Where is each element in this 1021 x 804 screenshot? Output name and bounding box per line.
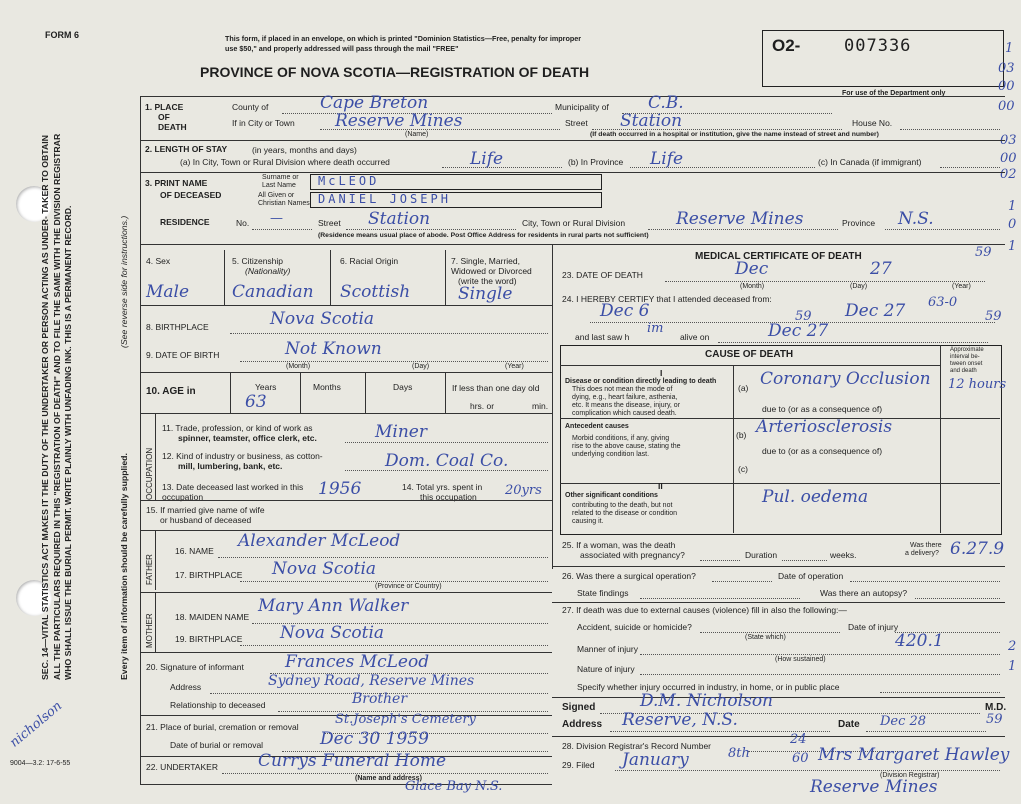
occupation-a12: Dom. Coal Co. (385, 451, 509, 471)
other-label-2: contributing to the death, but not (572, 502, 673, 509)
other-label-1: Other significant conditions (565, 492, 658, 499)
specify-label: Specify whether injury occurred in industry, in home, or in public place (577, 682, 840, 692)
place-of-death-label-3: DEATH (158, 122, 187, 132)
rule (552, 736, 1005, 737)
certify-from-year: 59 (795, 309, 812, 324)
marital-label-3: (write the word) (458, 276, 517, 286)
margin-code: 1 (1008, 239, 1017, 254)
municipality-label: Municipality of (555, 102, 609, 112)
informant-sig-value: Frances McLeod (285, 652, 430, 672)
death-date-label: 23. DATE OF DEATH (562, 270, 643, 280)
death-year: 59 (975, 245, 992, 260)
form-label: FORM 6 (45, 30, 80, 40)
mother-bp-value: Nova Scotia (280, 623, 385, 643)
rule (445, 250, 446, 305)
md-label: M.D. (985, 702, 1007, 713)
age-years-value: 63 (245, 392, 267, 412)
rule (140, 96, 1005, 97)
rule (140, 172, 1005, 173)
last-seen-sex: im (647, 321, 664, 336)
other-value: Pul. oedema (762, 487, 869, 507)
birthplace-label: 8. BIRTHPLACE (146, 322, 209, 332)
other-label-3: related to the disease or condition (572, 510, 678, 517)
nature-label: Nature of injury (577, 664, 635, 674)
department-use: For use of the Department only (842, 90, 946, 97)
op-date-label: Date of operation (778, 571, 844, 581)
hospital-note: (If death occurred in a hospital or institution, give the name instead of street and number) (590, 131, 879, 138)
mother-maiden-label: 18. MAIDEN NAME (175, 612, 250, 622)
burial-place-value: St.Joseph's Cemetery (335, 712, 476, 727)
disease-label-2: This does not mean the mode of (572, 386, 673, 393)
death-day: 27 (870, 259, 892, 279)
house-line (900, 129, 1000, 130)
form-code: 9004—3.2: 17-6-55 (10, 760, 71, 767)
residence-city-label: City, Town or Rural Division (522, 218, 626, 228)
margin-signature: nicholson (7, 698, 66, 751)
cert-year-value: 59 (986, 712, 1003, 727)
surgery-line (712, 581, 772, 582)
occupation-a14: 20yrs (505, 483, 542, 498)
manner-line (640, 654, 1000, 655)
interval-label-4: and death (950, 368, 977, 374)
death-date-line (665, 281, 985, 282)
sex-label: 4. Sex (146, 256, 171, 266)
occupation-q13: 13. Date deceased last worked in this occupation (162, 482, 304, 502)
weeks-label: weeks. (830, 550, 857, 560)
cert-date-line (866, 731, 986, 732)
filed-day: 8th (728, 746, 750, 761)
certify-from: Dec 6 (600, 301, 650, 321)
dob-label: 9. DATE OF BIRTH (146, 350, 220, 360)
margin-code: 02 (1000, 167, 1017, 182)
cause-a-value: Coronary Occlusion (760, 369, 931, 389)
mail-notice-1: This form, if placed in an envelope, on which is printed "Dominion Statistics—Free, penalty for improper (225, 34, 582, 43)
state-which: (State which) (745, 634, 786, 641)
rule (140, 413, 552, 414)
city-name-sub: (Name) (405, 131, 429, 138)
rule (552, 566, 1005, 567)
residence-city-line (648, 229, 838, 230)
rule (365, 372, 366, 413)
residence-street-line (346, 229, 516, 230)
street-value: Station (620, 111, 683, 131)
margin-code: 2 (1008, 639, 1017, 654)
length-of-stay-label: 2. LENGTH OF STAY (145, 144, 228, 154)
registrar-name: Mrs Margaret Hawley (818, 745, 1010, 765)
findings-label: State findings (577, 588, 629, 598)
last-seen-value: Dec 27 (768, 321, 829, 341)
disease-label-4: etc. It means the disease, injury, or (572, 402, 681, 409)
racial-label: 6. Racial Origin (340, 256, 399, 266)
delivery-label-1: Was there (910, 542, 942, 549)
filed-line (615, 770, 1000, 771)
age-min-label: min. (532, 401, 549, 411)
undertaker-label: 22. UNDERTAKER (146, 762, 218, 772)
stay-c-line (940, 167, 1000, 168)
informant-addr-label: Address (170, 682, 202, 692)
house-label: House No. (852, 118, 893, 128)
residence-no-label: No. (236, 218, 250, 228)
due-to-a: due to (or as a consequence of) (762, 404, 883, 414)
filed-month: January (622, 750, 689, 770)
rule (560, 483, 1000, 484)
antecedent-label-1: Antecedent causes (565, 423, 629, 430)
occupation-q11-1: 11. Trade, profession, or kind of work as (162, 423, 313, 433)
roman-2: II (658, 481, 663, 491)
mail-notice-2: use $50," and properly addressed will pass through the mail "FREE" (225, 44, 459, 53)
father-vertical: FATHER (145, 554, 154, 585)
citizenship-value: Canadian (232, 282, 314, 302)
marital-label-1: 7. Single, Married, (451, 256, 520, 266)
residence-province-line (885, 229, 1000, 230)
place-of-death-label-2: OF (158, 112, 170, 122)
rule (552, 697, 1005, 698)
age-label: 10. AGE in (146, 386, 196, 397)
disease-label-3: dying, e.g., heart failure, asthenia, (572, 394, 678, 401)
rule (330, 250, 331, 305)
death-year-sub: (Year) (952, 283, 971, 290)
given-label-1: All Given or (258, 192, 295, 199)
age-hrs-label: hrs. or (470, 401, 495, 411)
last-seen-label: and last saw h (575, 332, 630, 342)
signed-label: Signed (562, 702, 596, 713)
stay-a-value: Life (470, 149, 504, 169)
registration-prefix: O2- (772, 36, 801, 55)
how-sustained: (How sustained) (775, 656, 826, 663)
rule (552, 602, 1005, 603)
age-years-label: Years (255, 382, 277, 392)
medical-heading: MEDICAL CERTIFICATE OF DEATH (695, 251, 862, 262)
surname-label-1: Surname or (262, 174, 299, 181)
margin-code: 00 (998, 99, 1015, 114)
rule (560, 365, 940, 366)
residence-street-value: Station (368, 209, 431, 229)
mother-maiden-value: Mary Ann Walker (258, 596, 409, 616)
father-name-label: 16. NAME (175, 546, 214, 556)
roman-1: I (660, 368, 663, 378)
rule (552, 244, 553, 569)
cause-b-value: Arteriosclerosis (756, 417, 893, 437)
registration-number: 007336 (844, 36, 912, 56)
registrar-place: Reserve Mines (810, 777, 938, 797)
occupation-q14-1: 14. Total yrs. spent in (402, 482, 483, 492)
municipality-value: C.B. (648, 93, 684, 113)
rule (140, 500, 552, 501)
marital-value: Single (458, 284, 513, 304)
stay-a-label: (a) In City, Town or Rural Division where death occurred (180, 157, 390, 167)
stay-b-value: Life (650, 149, 684, 169)
stay-c-label: (c) In Canada (if immigrant) (818, 157, 922, 167)
residence-no-value: — (270, 211, 283, 226)
county-label: County of (232, 102, 269, 112)
residence-label: RESIDENCE (160, 217, 210, 227)
certify-to: Dec 27 (845, 301, 906, 321)
accident-line (700, 632, 840, 633)
time-annotation: 63-0 (928, 295, 958, 310)
given-value: DANIEL JOSEPH (318, 192, 451, 206)
residence-city-value: Reserve Mines (676, 209, 804, 229)
occupation-a11: Miner (375, 422, 427, 442)
print-name-label-2: OF DECEASED (160, 190, 222, 200)
antecedent-label-2: Morbid conditions, if any, giving (572, 435, 670, 442)
occupation-q12-1: 12. Kind of industry or business, as cotton- (162, 451, 323, 461)
rule (940, 345, 941, 533)
informant-rel-value: Brother (352, 691, 408, 707)
delivery-label-2: a delivery? (905, 550, 939, 557)
death-month: Dec (735, 259, 769, 279)
rule (140, 244, 1005, 245)
residence-note: (Residence means usual place of abode. Post Office Address for residents in rural parts not sufficient) (318, 232, 649, 239)
mother-bp-line (240, 645, 548, 646)
pregnancy-label-2: associated with pregnancy? (580, 550, 685, 560)
age-months-label: Months (313, 382, 341, 392)
occupation-a13: 1956 (318, 479, 362, 499)
occupation-q14-2: this occupation (420, 492, 477, 502)
rule (140, 592, 552, 593)
residence-street-label: Street (318, 218, 341, 228)
interval-label-3: tween onset (950, 361, 983, 367)
manner-label: Manner of injury (577, 644, 638, 654)
rule (224, 250, 225, 305)
margin-code: 0 (1008, 217, 1017, 232)
cause-c-label: (c) (738, 464, 748, 474)
due-to-b: due to (or as a consequence of) (762, 446, 883, 456)
marital-label-2: Widowed or Divorced (451, 266, 532, 276)
registrar-record-value: 24 (790, 732, 807, 747)
dob-month: (Month) (286, 363, 311, 370)
duration-line (782, 560, 827, 561)
filed-label: 29. Filed (562, 760, 595, 770)
accident-label: Accident, suicide or homicide? (577, 622, 692, 632)
birthplace-value: Nova Scotia (270, 309, 375, 329)
filed-year: 60 (792, 751, 809, 766)
interval-label-1: Approximate (950, 347, 984, 353)
undertaker-addr: Glace Bay N.S. (405, 779, 503, 794)
cause-heading: CAUSE OF DEATH (705, 349, 794, 360)
signed-value: D.M. Nicholson (640, 691, 774, 711)
citizenship-sub: (Nationality) (245, 266, 291, 276)
registrar-record-label: 28. Division Registrar's Record Number (562, 741, 712, 751)
autopsy-line (915, 598, 1000, 599)
residence-province-value: N.S. (898, 209, 934, 229)
certify-label: 24. I HEREBY CERTIFY that I attended deceased from: (562, 294, 772, 304)
cert-date-value: Dec 28 (880, 714, 927, 729)
surgery-label: 26. Was there a surgical operation? (562, 571, 696, 581)
length-of-stay-sub: (in years, months and days) (252, 145, 357, 155)
occupation-q11-line (345, 442, 548, 443)
death-month-sub: (Month) (740, 283, 765, 290)
burial-date-value: Dec 30 1959 (320, 729, 429, 749)
surname-value: McLEOD (318, 174, 380, 188)
antecedent-label-4: underlying condition last. (572, 451, 650, 458)
margin-code: 03 (1000, 133, 1017, 148)
sidebar-instructions: SEC. 14—VITAL STATISTICS ACT MAKES IT THE DUTY OF THE UNDERTAKER OR PERSON ACTING AS UNDER- TAKER TO OBTAIN ALL THE PARTICULARS REQUIRED IN THIS "REGISTRATION OF DEATH" AND TO FILE THE SAME WITH THE DIVISION REGISTRAR WHO SHALL ISSUE THE BURIAL PERMIT. WRITE PLAINLY WITH UNFADING INK. THIS IS A PERMANENT RECORD. (40, 133, 74, 680)
nature-line (640, 674, 1000, 675)
op-date-line (850, 581, 1000, 582)
undertaker-sub: (Name and address) (355, 775, 422, 782)
father-bp-line (240, 581, 548, 582)
disease-label-5: complication which caused death. (572, 410, 677, 417)
occupation-q11-2: spinner, teamster, office clerk, etc. (178, 433, 317, 443)
registrar-sub: (Division Registrar) (880, 772, 940, 779)
delivery-code: 6.27.9 (950, 539, 1005, 559)
cause-a-interval: 12 hours (948, 377, 1007, 392)
pregnancy-label-1: 25. If a woman, was the death (562, 540, 676, 550)
residence-province-label: Province (842, 218, 876, 228)
antecedent-label-3: rise to the above cause, stating the (572, 443, 681, 450)
city-value: Reserve Mines (335, 111, 463, 131)
last-seen-line (718, 342, 988, 343)
injury-code: 420.1 (895, 631, 944, 651)
spouse-label-1: 15. If married give name of wife (146, 505, 265, 515)
age-lt-label: If less than one day old (452, 383, 540, 393)
findings-line (640, 598, 800, 599)
margin-code: 1 (1008, 199, 1017, 214)
pregnancy-line (700, 560, 740, 561)
margin-code: 00 (1000, 151, 1017, 166)
city-label: If in City or Town (232, 118, 295, 128)
rule (140, 372, 552, 373)
certify-to-year: 59 (985, 309, 1002, 324)
rule (140, 140, 1005, 141)
margin-code: 1 (1008, 659, 1017, 674)
sex-value: Male (146, 282, 190, 302)
disease-label-1: Disease or condition directly leading to death (565, 378, 717, 385)
rule (445, 372, 446, 413)
spouse-label-2: or husband of deceased (160, 515, 252, 525)
mother-bp-label: 19. BIRTHPLACE (175, 634, 243, 644)
age-days-label: Days (393, 382, 413, 392)
external-label: 27. If death was due to external causes (violence) fill in also the following:— (562, 605, 847, 615)
father-bp-value: Nova Scotia (272, 559, 377, 579)
death-day-sub: (Day) (850, 283, 868, 290)
interval-label-2: interval be- (950, 354, 980, 360)
informant-sig-label: 20. Signature of informant (146, 662, 244, 672)
cert-date-label: Date (838, 719, 860, 730)
stay-b-label: (b) In Province (568, 157, 624, 167)
page-title: PROVINCE OF NOVA SCOTIA—REGISTRATION OF DEATH (200, 64, 590, 80)
print-name-label-1: 3. PRINT NAME (145, 178, 208, 188)
sidebar-reverse: (See reverse side for instructions.) (119, 215, 129, 348)
rule (140, 305, 552, 306)
birthplace-line (230, 333, 548, 334)
father-bp-label: 17. BIRTHPLACE (175, 570, 243, 580)
margin-code: 03 (998, 61, 1015, 76)
informant-rel-label: Relationship to deceased (170, 700, 266, 710)
given-label-2: Christian Names (258, 200, 310, 207)
doctor-address-value: Reserve, N.S. (622, 710, 738, 730)
undertaker-value: Currys Funeral Home (258, 751, 447, 771)
specify-line (880, 692, 1000, 693)
street-label: Street (565, 118, 588, 128)
margin-code: 00 (998, 79, 1015, 94)
burial-date-label: Date of burial or removal (170, 740, 264, 750)
informant-addr-value: Sydney Road, Reserve Mines (268, 673, 475, 689)
undertaker-line (222, 773, 548, 774)
mother-vertical: MOTHER (145, 613, 154, 648)
dob-value: Not Known (285, 339, 382, 359)
place-of-death-label-1: 1. PLACE (145, 102, 184, 112)
doctor-address-label: Address (562, 719, 603, 730)
duration-label: Duration (745, 550, 778, 560)
residence-no-line (252, 229, 312, 230)
sidebar-careful: Every item of information should be carefully supplied. (119, 453, 129, 680)
margin-code: 1 (1005, 41, 1014, 56)
occupation-q12-2: mill, lumbering, bank, etc. (178, 461, 283, 471)
alive-label: alive on (680, 332, 710, 342)
burial-place-label: 21. Place of burial, cremation or removal (146, 722, 299, 732)
racial-value: Scottish (340, 282, 411, 302)
father-bp-sub: (Province or Country) (375, 583, 442, 590)
rule (300, 372, 301, 413)
rule (230, 372, 231, 413)
rule (733, 365, 734, 533)
cause-a-label: (a) (738, 383, 749, 393)
father-name-value: Alexander McLeod (238, 531, 401, 551)
dob-day: (Day) (412, 363, 430, 370)
injury-date-label: Date of injury (848, 622, 899, 632)
dob-year: (Year) (505, 363, 524, 370)
dob-line (240, 361, 548, 362)
autopsy-label: Was there an autopsy? (820, 588, 908, 598)
father-name-line (218, 557, 548, 558)
county-value: Cape Breton (320, 93, 429, 113)
surname-label-2: Last Name (262, 182, 296, 189)
occupation-vertical: OCCUPATION (145, 447, 154, 500)
citizenship-label: 5. Citizenship (232, 256, 284, 266)
rule (140, 96, 141, 784)
cause-b-label: (b) (736, 430, 747, 440)
other-label-4: causing it. (572, 518, 604, 525)
